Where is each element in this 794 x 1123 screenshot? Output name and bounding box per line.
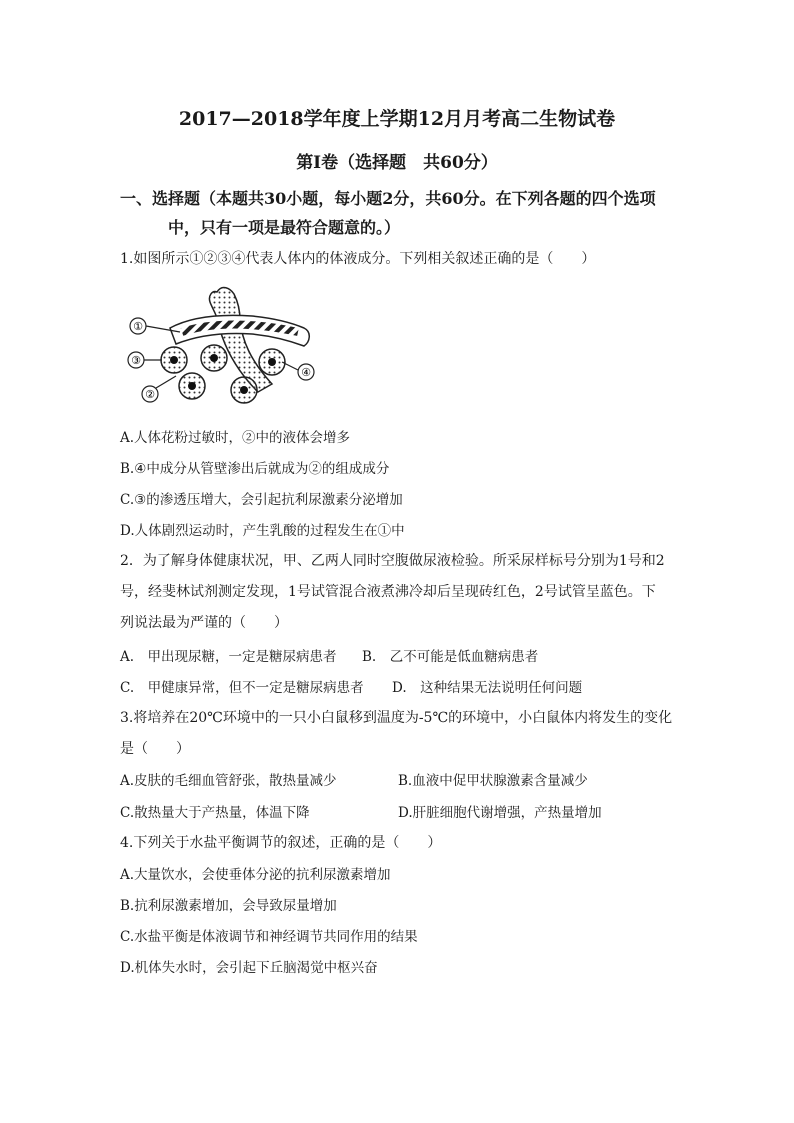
part-title: 第Ⅰ卷（选择题 共60分） — [296, 153, 498, 173]
question-2-option-a: A. 甲出现尿糖，一定是糖尿病患者 — [120, 649, 337, 665]
label-4: ④ — [301, 366, 311, 379]
question-1-option-d: D.人体剧烈运动时，产生乳酸的过程发生在①中 — [120, 523, 405, 539]
tissue-cells — [161, 345, 285, 403]
question-3-stem-line1: 3.将培养在20℃环境中的一只小白鼠移到温度为-5℃的环境中，小白鼠体内将发生的变化 — [120, 710, 673, 726]
question-3-option-a: A.皮肤的毛细血管舒张，散热量减少 — [120, 773, 337, 789]
question-4-option-b: B.抗利尿激素增加，会导致尿量增加 — [120, 898, 337, 914]
label-1: ① — [133, 320, 143, 333]
question-2-stem-line3: 列说法最为严谨的（ ） — [120, 615, 288, 631]
question-2-stem-line2: 号，经斐林试剂测定发现，1号试管混合液煮沸冷却后呈现砖红色，2号试管呈蓝色。下 — [120, 584, 656, 600]
section-heading-line1: 一、选择题（本题共30小题，每小题2分，共60分。在下列各题的四个选项 — [120, 189, 656, 208]
label-2: ② — [145, 388, 155, 401]
question-1-stem: 1.如图所示①②③④代表人体内的体液成分。下列相关叙述正确的是（ ） — [120, 251, 596, 267]
body-fluid-diagram — [122, 280, 318, 412]
question-3-stem-line2: 是（ ） — [120, 741, 190, 757]
question-4-stem: 4.下列关于水盐平衡调节的叙述，正确的是（ ） — [120, 835, 442, 851]
body-fluid-diagram-svg — [122, 280, 318, 412]
question-1-option-a: A.人体花粉过敏时，②中的液体会增多 — [120, 430, 351, 446]
section-heading-line2: 中，只有一项是最符合题意的。） — [168, 218, 401, 237]
question-3-option-d: D.肝脏细胞代谢增强，产热量增加 — [398, 805, 602, 821]
question-2-option-b: B. 乙不可能是低血糖病患者 — [362, 649, 539, 665]
question-2-stem-line1: 2．为了解身体健康状况，甲、乙两人同时空腹做尿液检验。所采尿样标号分别为1号和2 — [120, 553, 665, 569]
question-2-option-d: D. 这种结果无法说明任何问题 — [392, 680, 583, 696]
label-3: ③ — [131, 354, 141, 367]
question-4-option-c: C.水盐平衡是体液调节和神经调节共同作用的结果 — [120, 929, 418, 945]
question-1-option-c: C.③的渗透压增大，会引起抗利尿激素分泌增加 — [120, 492, 403, 508]
question-1-option-b: B.④中成分从管壁渗出后就成为②的组成成分 — [120, 461, 390, 477]
question-4-option-a: A.大量饮水，会使垂体分泌的抗利尿激素增加 — [120, 867, 391, 883]
lymph-vessel — [209, 288, 272, 392]
question-3-option-c: C.散热量大于产热量，体温下降 — [120, 805, 310, 821]
question-3-option-b: B.血液中促甲状腺激素含量减少 — [398, 773, 588, 789]
question-4-option-d: D.机体失水时，会引起下丘脑渴觉中枢兴奋 — [120, 960, 378, 976]
question-2-option-c: C. 甲健康异常，但不一定是糖尿病患者 — [120, 680, 364, 696]
exam-title: 2017—2018学年度上学期12月月考高二生物试卷 — [178, 108, 616, 130]
